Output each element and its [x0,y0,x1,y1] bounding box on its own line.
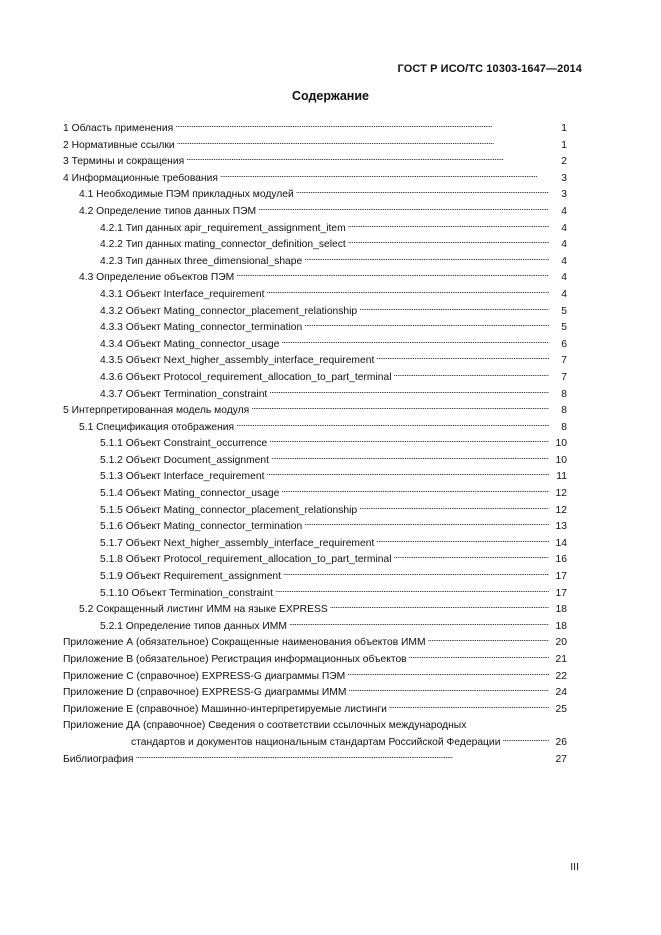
dot-leader [296,185,549,197]
toc-entry-page: 18 [555,604,567,616]
dot-leader [304,517,549,529]
toc-entry-page: 17 [555,571,567,583]
toc-entry-title: 5.1.2 Объект Document_assignment [100,454,269,466]
toc-entry[interactable] [63,268,567,285]
toc-entry-title: 4.3.2 Объект Mating_connector_placement_relationship [100,305,358,317]
toc-entry-page: 2 [561,156,567,168]
dot-leader [258,202,549,214]
toc-entry-title: 4.1 Необходимые ПЭМ прикладных модулей [79,189,294,201]
toc-entry-title: 4.3.5 Объект Next_higher_assembly_interface_requirement [100,355,375,367]
dot-leader [376,351,549,363]
toc-entry[interactable] [63,584,567,601]
dot-leader [359,302,549,314]
toc-entry[interactable] [63,351,567,368]
dot-leader [281,484,549,496]
toc-entry[interactable] [63,152,567,169]
toc-entry-page: 5 [561,305,567,317]
dot-leader [394,550,550,562]
toc-entry-title: 4.2.1 Тип данных apir_requirement_assignment_item [100,222,346,234]
toc-entry[interactable] [63,385,567,402]
toc-entry-title: 5.1 Спецификация отображения [79,421,235,433]
toc-entry[interactable] [63,517,567,534]
toc-entry[interactable] [63,185,567,202]
dot-leader [409,650,549,662]
toc-entry-page: 16 [555,554,567,566]
toc-entry[interactable] [63,119,567,136]
dot-leader [359,501,549,513]
toc-entry-page: 27 [555,753,567,765]
toc-entry-page: 12 [555,504,567,516]
toc-entry[interactable] [63,252,567,269]
toc-entry[interactable] [63,418,567,435]
toc-entry[interactable] [63,700,567,717]
dot-leader [220,169,549,181]
toc-entry[interactable] [63,733,567,750]
toc-entry[interactable] [63,534,567,551]
toc-entry[interactable] [63,285,567,302]
toc-entry-title: 4.2 Определение типов данных ПЭМ [79,205,257,217]
dot-leader [304,318,549,330]
toc-entry-title: 5.1.4 Объект Mating_connector_usage [100,488,280,500]
toc-entry[interactable] [63,484,567,501]
toc-entry-page: 26 [555,736,567,748]
toc-entry-page: 6 [561,338,567,350]
dot-leader [348,219,549,231]
dot-leader [271,451,549,463]
dot-leader [266,467,549,479]
toc-entry-page: 11 [556,471,567,483]
toc-entry[interactable] [63,716,567,733]
table-of-contents [63,119,567,766]
toc-entry-title: Приложение ДА (справочное) Сведения о соответствии ссылочных международных [63,720,467,732]
toc-entry[interactable] [63,550,567,567]
toc-entry-title: 5.1.3 Объект Interface_requirement [100,471,265,483]
toc-entry[interactable] [63,501,567,518]
toc-entry-page: 4 [561,239,567,251]
dot-leader [304,252,549,264]
toc-entry-page: 18 [555,620,567,632]
toc-entry-page: 4 [561,205,567,217]
toc-entry-page: 4 [561,272,567,284]
toc-entry-title: 4.3.7 Объект Termination_constraint [100,388,268,400]
toc-entry-title: 1 Область применения [63,123,174,134]
toc-entry-page: 3 [561,172,567,184]
toc-entry-page: 4 [561,222,567,234]
toc-entry-page: 3 [561,189,567,201]
toc-entry-title: 2 Нормативные ссылки [63,139,175,151]
toc-entry[interactable] [63,650,567,667]
toc-entry-page: 14 [555,537,567,549]
dot-leader [468,716,549,728]
toc-entry-page: 1 [561,139,567,151]
toc-entry-title: 5.1.1 Объект Constraint_occurrence [100,438,268,450]
dot-leader [275,584,549,596]
toc-entry-page: 4 [561,255,567,267]
toc-entry-title: 4.2.3 Тип данных three_dimensional_shape [100,255,303,267]
toc-entry-title: 5.2 Сокращенный листинг ИММ на языке EXPRESS [79,604,328,616]
page-number: III [570,861,579,873]
toc-entry-page: 5 [561,322,567,334]
toc-entry[interactable] [63,567,567,584]
toc-entry-title: 5.1.9 Объект Requirement_assignment [100,571,282,583]
toc-entry[interactable] [63,600,567,617]
toc-entry-page: 10 [555,454,567,466]
toc-entry-title: 4.3.1 Объект Interface_requirement [100,288,265,300]
dot-leader [330,600,549,612]
dot-leader [283,567,549,579]
toc-entry-page: 8 [561,421,567,433]
dot-leader [348,235,549,247]
toc-entry-title: 4.3.6 Объект Protocol_requirement_allocation_to_part_terminal [100,371,392,383]
toc-entry-title: 4.3 Определение объектов ПЭМ [79,272,235,284]
page-title: Содержание [291,89,369,103]
toc-entry[interactable] [63,318,567,335]
dot-leader [289,617,549,629]
toc-entry-page: 21 [555,654,567,665]
toc-entry-page: 1 [561,123,567,134]
toc-entry-page: 4 [561,288,567,300]
toc-entry[interactable] [63,467,567,484]
toc-entry[interactable] [63,219,567,236]
toc-entry-page: 7 [561,355,567,367]
toc-entry-title: 4 Информационные требования [63,172,218,184]
toc-entry-title: стандартов и документов национальным стандартам Российской Федерации [131,736,501,748]
toc-entry[interactable] [63,434,567,451]
toc-entry-page: 8 [561,388,567,400]
dot-leader [177,136,549,148]
toc-entry-page: 12 [555,488,567,500]
toc-entry-title: 4.3.3 Объект Mating_connector_termination [100,322,303,334]
toc-entry-title: 4.3.4 Объект Mating_connector_usage [100,338,280,350]
toc-entry-title: 3 Термины и сокращения [63,156,185,168]
dot-leader [281,335,549,347]
document-code: ГОСТ Р ИСО/ТС 10303-1647—2014 [397,63,582,75]
dot-leader [266,285,549,297]
toc-entry-title: Приложение А (обязательное) Сокращенные наименования объектов ИММ [63,637,426,649]
dot-leader [251,401,549,413]
dot-leader [135,750,549,762]
toc-entry-page: 8 [561,405,567,417]
toc-entry[interactable] [63,617,567,634]
toc-entry[interactable] [63,633,567,650]
toc-entry[interactable] [63,235,567,252]
toc-entry-title: 5.1.7 Объект Next_higher_assembly_interface_requirement [100,537,375,549]
dot-leader [175,119,549,131]
toc-entry[interactable] [63,683,567,700]
toc-entry-title: Приложение В (обязательное) Регистрация информационных объектов [63,654,407,665]
dot-leader [502,733,549,745]
dot-leader [186,152,549,164]
dot-leader [348,683,549,695]
toc-entry-title: 5.1.6 Объект Mating_connector_termination [100,521,303,533]
dot-leader [389,700,549,712]
toc-entry-title: Приложение С (справочное) EXPRESS-G диаграммы ПЭМ [63,670,346,682]
toc-entry[interactable] [63,667,567,684]
toc-entry[interactable] [63,401,567,418]
toc-entry-title: Приложение D (справочное) EXPRESS-G диаграммы ИММ [63,687,347,699]
dot-leader [236,418,549,430]
toc-entry[interactable] [63,750,567,767]
toc-entry-page: 10 [555,438,567,450]
toc-entry[interactable] [63,451,567,468]
toc-entry-title: 5.1.8 Объект Protocol_requirement_allocation_to_part_terminal [100,554,392,566]
toc-entry-title: 5 Интерпретированная модель модуля [63,405,250,417]
dot-leader [269,434,549,446]
toc-entry-title: Приложение Е (справочное) Машинно-интерпретируемые листинги [63,703,387,715]
dot-leader [394,368,550,380]
toc-entry-title: 5.1.5 Объект Mating_connector_placement_relationship [100,504,358,516]
toc-entry-page: 20 [555,637,567,649]
toc-entry-page: 13 [555,521,567,533]
dot-leader [269,385,549,397]
dot-leader [376,534,549,546]
toc-entry[interactable] [63,136,567,153]
toc-entry-title: 5.2.1 Определение типов данных ИММ [100,620,287,632]
toc-entry-page: 24 [555,687,567,699]
toc-entry[interactable] [63,169,567,186]
toc-entry-title: Библиография [63,753,134,765]
toc-entry[interactable] [63,302,567,319]
toc-entry-title: 4.2.2 Тип данных mating_connector_definition_select [100,239,346,251]
dot-leader [347,667,549,679]
toc-entry-page: 7 [561,371,567,383]
toc-entry-page: 17 [555,587,567,599]
dot-leader [428,633,549,645]
toc-entry-page: 22 [555,670,567,682]
dot-leader [236,268,549,280]
toc-entry-title: 5.1.10 Объект Termination_constraint [100,587,274,599]
toc-entry[interactable] [63,368,567,385]
toc-entry[interactable] [63,202,567,219]
toc-entry[interactable] [63,335,567,352]
toc-entry-page: 25 [555,703,567,715]
